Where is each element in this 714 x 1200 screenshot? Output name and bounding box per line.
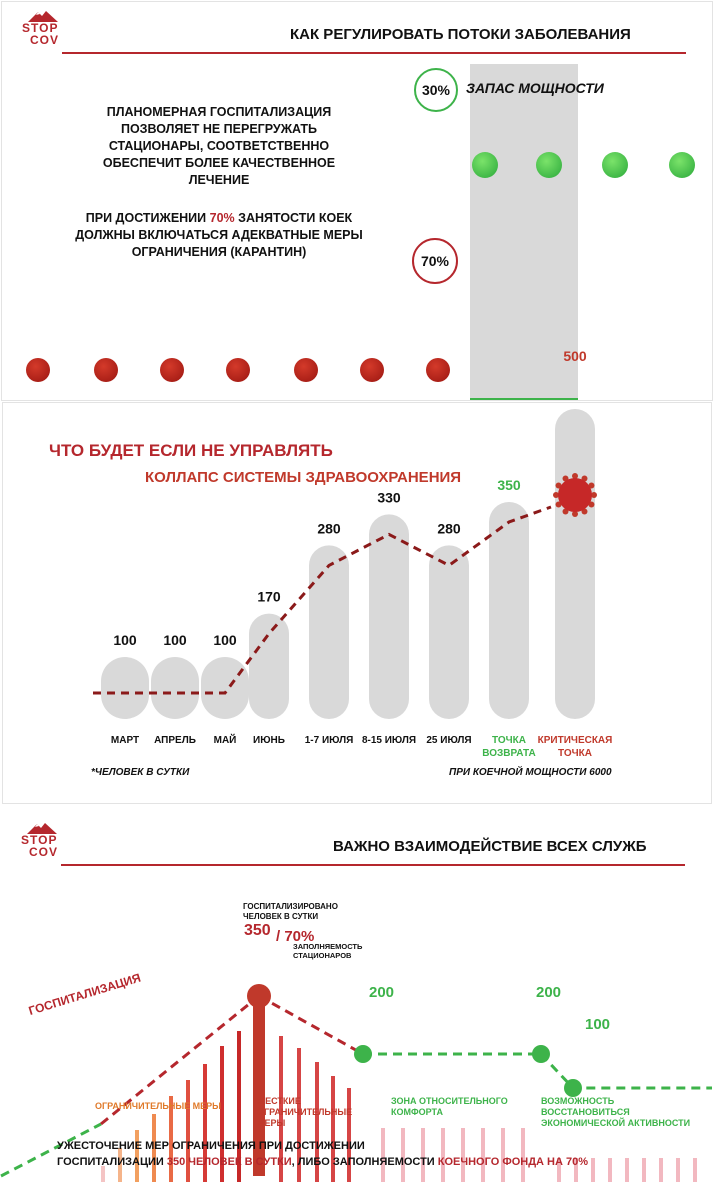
value-200-b: 200 <box>536 984 562 1001</box>
green-dot <box>669 152 695 178</box>
chart-bar <box>555 409 595 719</box>
category-label: ТОЧКА <box>558 748 592 759</box>
chart-subtitle: КОЛЛАПС СИСТЕМЫ ЗДРАВООХРАНЕНИЯ <box>145 469 462 486</box>
value-100: 100 <box>585 1016 611 1033</box>
category-label: ТОЧКА <box>492 735 526 746</box>
hosp-line-decline <box>259 996 363 1054</box>
bar-value-label: 330 <box>377 489 401 506</box>
chart-bar <box>151 657 199 719</box>
stopcov-logo <box>22 10 59 46</box>
hospitalization-bar <box>591 1158 595 1182</box>
category-label: ИЮНЬ <box>253 735 285 746</box>
threshold-text-a: ПРИ ДОСТИЖЕНИИ <box>85 211 210 225</box>
threshold-pct: 70% <box>209 211 235 225</box>
reserve-percent: 30% <box>421 82 451 98</box>
stopcov-logo <box>21 822 58 858</box>
point-200-b <box>532 1045 550 1063</box>
peak-pct: / 70% <box>276 928 315 945</box>
chart-bar <box>429 545 469 719</box>
hospitalization-bar <box>659 1158 663 1182</box>
chart-bar <box>489 502 529 719</box>
category-label: АПРЕЛЬ <box>154 735 196 746</box>
green-dot <box>602 152 628 178</box>
hospitalization-bar <box>501 1128 505 1182</box>
category-label: 1-7 ИЮЛЯ <box>304 735 354 746</box>
category-label: КРИТИЧЕСКАЯ <box>537 735 613 746</box>
chart-bar <box>201 657 249 719</box>
hospitalization-bar <box>481 1128 485 1182</box>
red-dot <box>160 358 184 382</box>
chart-bar <box>309 545 349 719</box>
occupied-percent-badge <box>412 238 458 284</box>
green-dot <box>472 152 498 178</box>
hospitalization-bar <box>642 1158 646 1182</box>
bottom-line-2-d: КОЕЧНОГО ФОНДА НА 70% <box>437 1156 589 1168</box>
hospitalization-bar <box>625 1158 629 1182</box>
bottom-line-2-c: , ЛИБО ЗАПОЛНЯЕМОСТИ <box>291 1156 438 1168</box>
peak-value: 350 <box>244 922 271 939</box>
bottom-line-2-a: ГОСПИТАЛИЗАЦИИ <box>57 1156 167 1168</box>
bar-value-label: 350 <box>497 477 521 493</box>
page-title: КАК РЕГУЛИРОВАТЬ ПОТОКИ ЗАБОЛЕВАНИЯ <box>290 26 631 43</box>
bottom-line-2 <box>57 1156 588 1168</box>
hospitalization-bar <box>441 1128 445 1182</box>
value-200-a: 200 <box>369 984 395 1001</box>
hospitalization-bar <box>101 1166 105 1182</box>
reserve-capacity-zone <box>470 64 578 399</box>
bar-value-label: 100 <box>163 632 187 648</box>
footnote-right: ПРИ КОЕЧНОЙ МОЩНОСТИ 6000 <box>449 767 612 778</box>
collapse-chart <box>3 348 711 803</box>
zone-recovery: ВОЗМОЖНОСТЬ ВОССТАНОВИТЬСЯ ЭКОНОМИЧЕСКОЙ АКТИВНОСТИ <box>541 1096 691 1128</box>
bar-value-label: 100 <box>113 632 137 648</box>
threshold-text-b: ЗАНЯТОСТИ КОЕК ДОЛЖНЫ ВКЛЮЧАТЬСЯ АДЕКВАТНЫЕ МЕРЫ ОГРАНИЧЕНИЯ (КАРАНТИН) <box>75 211 363 259</box>
red-dot <box>94 358 118 382</box>
panel-services-interaction <box>1 806 712 1198</box>
hospitalization-bar <box>521 1128 525 1182</box>
footnote-left: *ЧЕЛОВЕК В СУТКИ <box>91 767 190 778</box>
hospitalization-bar <box>461 1128 465 1182</box>
reserve-label: ЗАПАС МОЩНОСТИ <box>466 80 604 96</box>
zone-strict: ЖЕСТКИЕ ОГРАНИЧИТЕЛЬНЫЕ МЕРЫ <box>257 1096 353 1128</box>
reserve-percent-badge <box>414 68 458 112</box>
point-200-a <box>354 1045 372 1063</box>
zone-restrictive: ОГРАНИЧИТЕЛЬНЫЕ МЕРЫ <box>95 1101 221 1111</box>
bottom-line-1: УЖЕСТОЧЕНИЕ МЕР ОГРАНИЧЕНИЯ ПРИ ДОСТИЖЕНИИ <box>57 1140 365 1152</box>
hospitalization-bar <box>693 1158 697 1182</box>
point-100 <box>564 1079 582 1097</box>
chart-bar <box>101 657 149 719</box>
category-label: 8-15 ИЮЛЯ <box>361 735 417 746</box>
bar-value-label: 500 <box>563 348 587 364</box>
bar-value-label: 280 <box>437 520 461 537</box>
logo-bottom-text: COV <box>30 33 60 47</box>
threshold-text <box>74 210 364 261</box>
category-label: МАРТ <box>110 735 140 746</box>
chart-bar <box>249 614 289 719</box>
bar-value-label: 280 <box>317 520 341 537</box>
green-baseline <box>470 398 578 400</box>
hospitalization-bar <box>381 1128 385 1182</box>
red-dot <box>26 358 50 382</box>
red-dot <box>294 358 318 382</box>
hospitalization-bar <box>421 1128 425 1182</box>
chart-title: ЧТО БУДЕТ ЕСЛИ НЕ УПРАВЛЯТЬ <box>49 441 333 460</box>
hospitalization-bar <box>401 1128 405 1182</box>
planned-hospitalization-text: ПЛАНОМЕРНАЯ ГОСПИТАЛИЗАЦИЯ ПОЗВОЛЯЕТ НЕ ПЕРЕГРУЖАТЬ СТАЦИОНАРЫ, СООТВЕТСТВЕННО ОБЕСПЕЧИТ БОЛЕЕ КАЧЕСТВЕННОЕ ЛЕЧЕНИЕ <box>102 105 336 187</box>
bottom-line-2-b: 350 ЧЕЛОВЕК В СУТКИ <box>166 1156 292 1168</box>
peak-pct-caption: ЗАПОЛНЯЕМОСТЬ СТАЦИОНАРОВ <box>293 942 363 960</box>
bar-value-label: 100 <box>213 632 237 648</box>
red-dot <box>360 358 384 382</box>
logo-top-text: STOP <box>22 21 59 35</box>
chart-bar <box>369 514 409 719</box>
section-title: ВАЖНО ВЗАИМОДЕЙСТВИЕ ВСЕХ СЛУЖБ <box>333 838 647 855</box>
title-divider <box>62 52 686 54</box>
category-label: ВОЗВРАТА <box>482 748 536 759</box>
category-label: МАЙ <box>213 735 237 746</box>
peak-caption: ГОСПИТАЛИЗИРОВАНО ЧЕЛОВЕК В СУТКИ <box>243 902 338 921</box>
panel-collapse-chart <box>2 348 712 804</box>
logo-top-text: STOP <box>21 833 58 847</box>
occupied-percent: 70% <box>420 253 450 269</box>
zone-comfort: ЗОНА ОТНОСИТЕЛЬНОГО КОМФОРТА <box>391 1096 508 1117</box>
hospitalization-bar <box>676 1158 680 1182</box>
panel-hospital-flow <box>1 1 713 401</box>
hospitalization-label: ГОСПИТАЛИЗАЦИЯ <box>26 970 143 1018</box>
bar-value-label: 170 <box>257 588 281 605</box>
logo-bottom-text: COV <box>29 845 59 859</box>
hospitalization-bar <box>608 1158 612 1182</box>
red-dot <box>426 358 450 382</box>
category-label: 25 ИЮЛЯ <box>426 735 472 746</box>
green-dot <box>536 152 562 178</box>
red-dot <box>226 358 250 382</box>
